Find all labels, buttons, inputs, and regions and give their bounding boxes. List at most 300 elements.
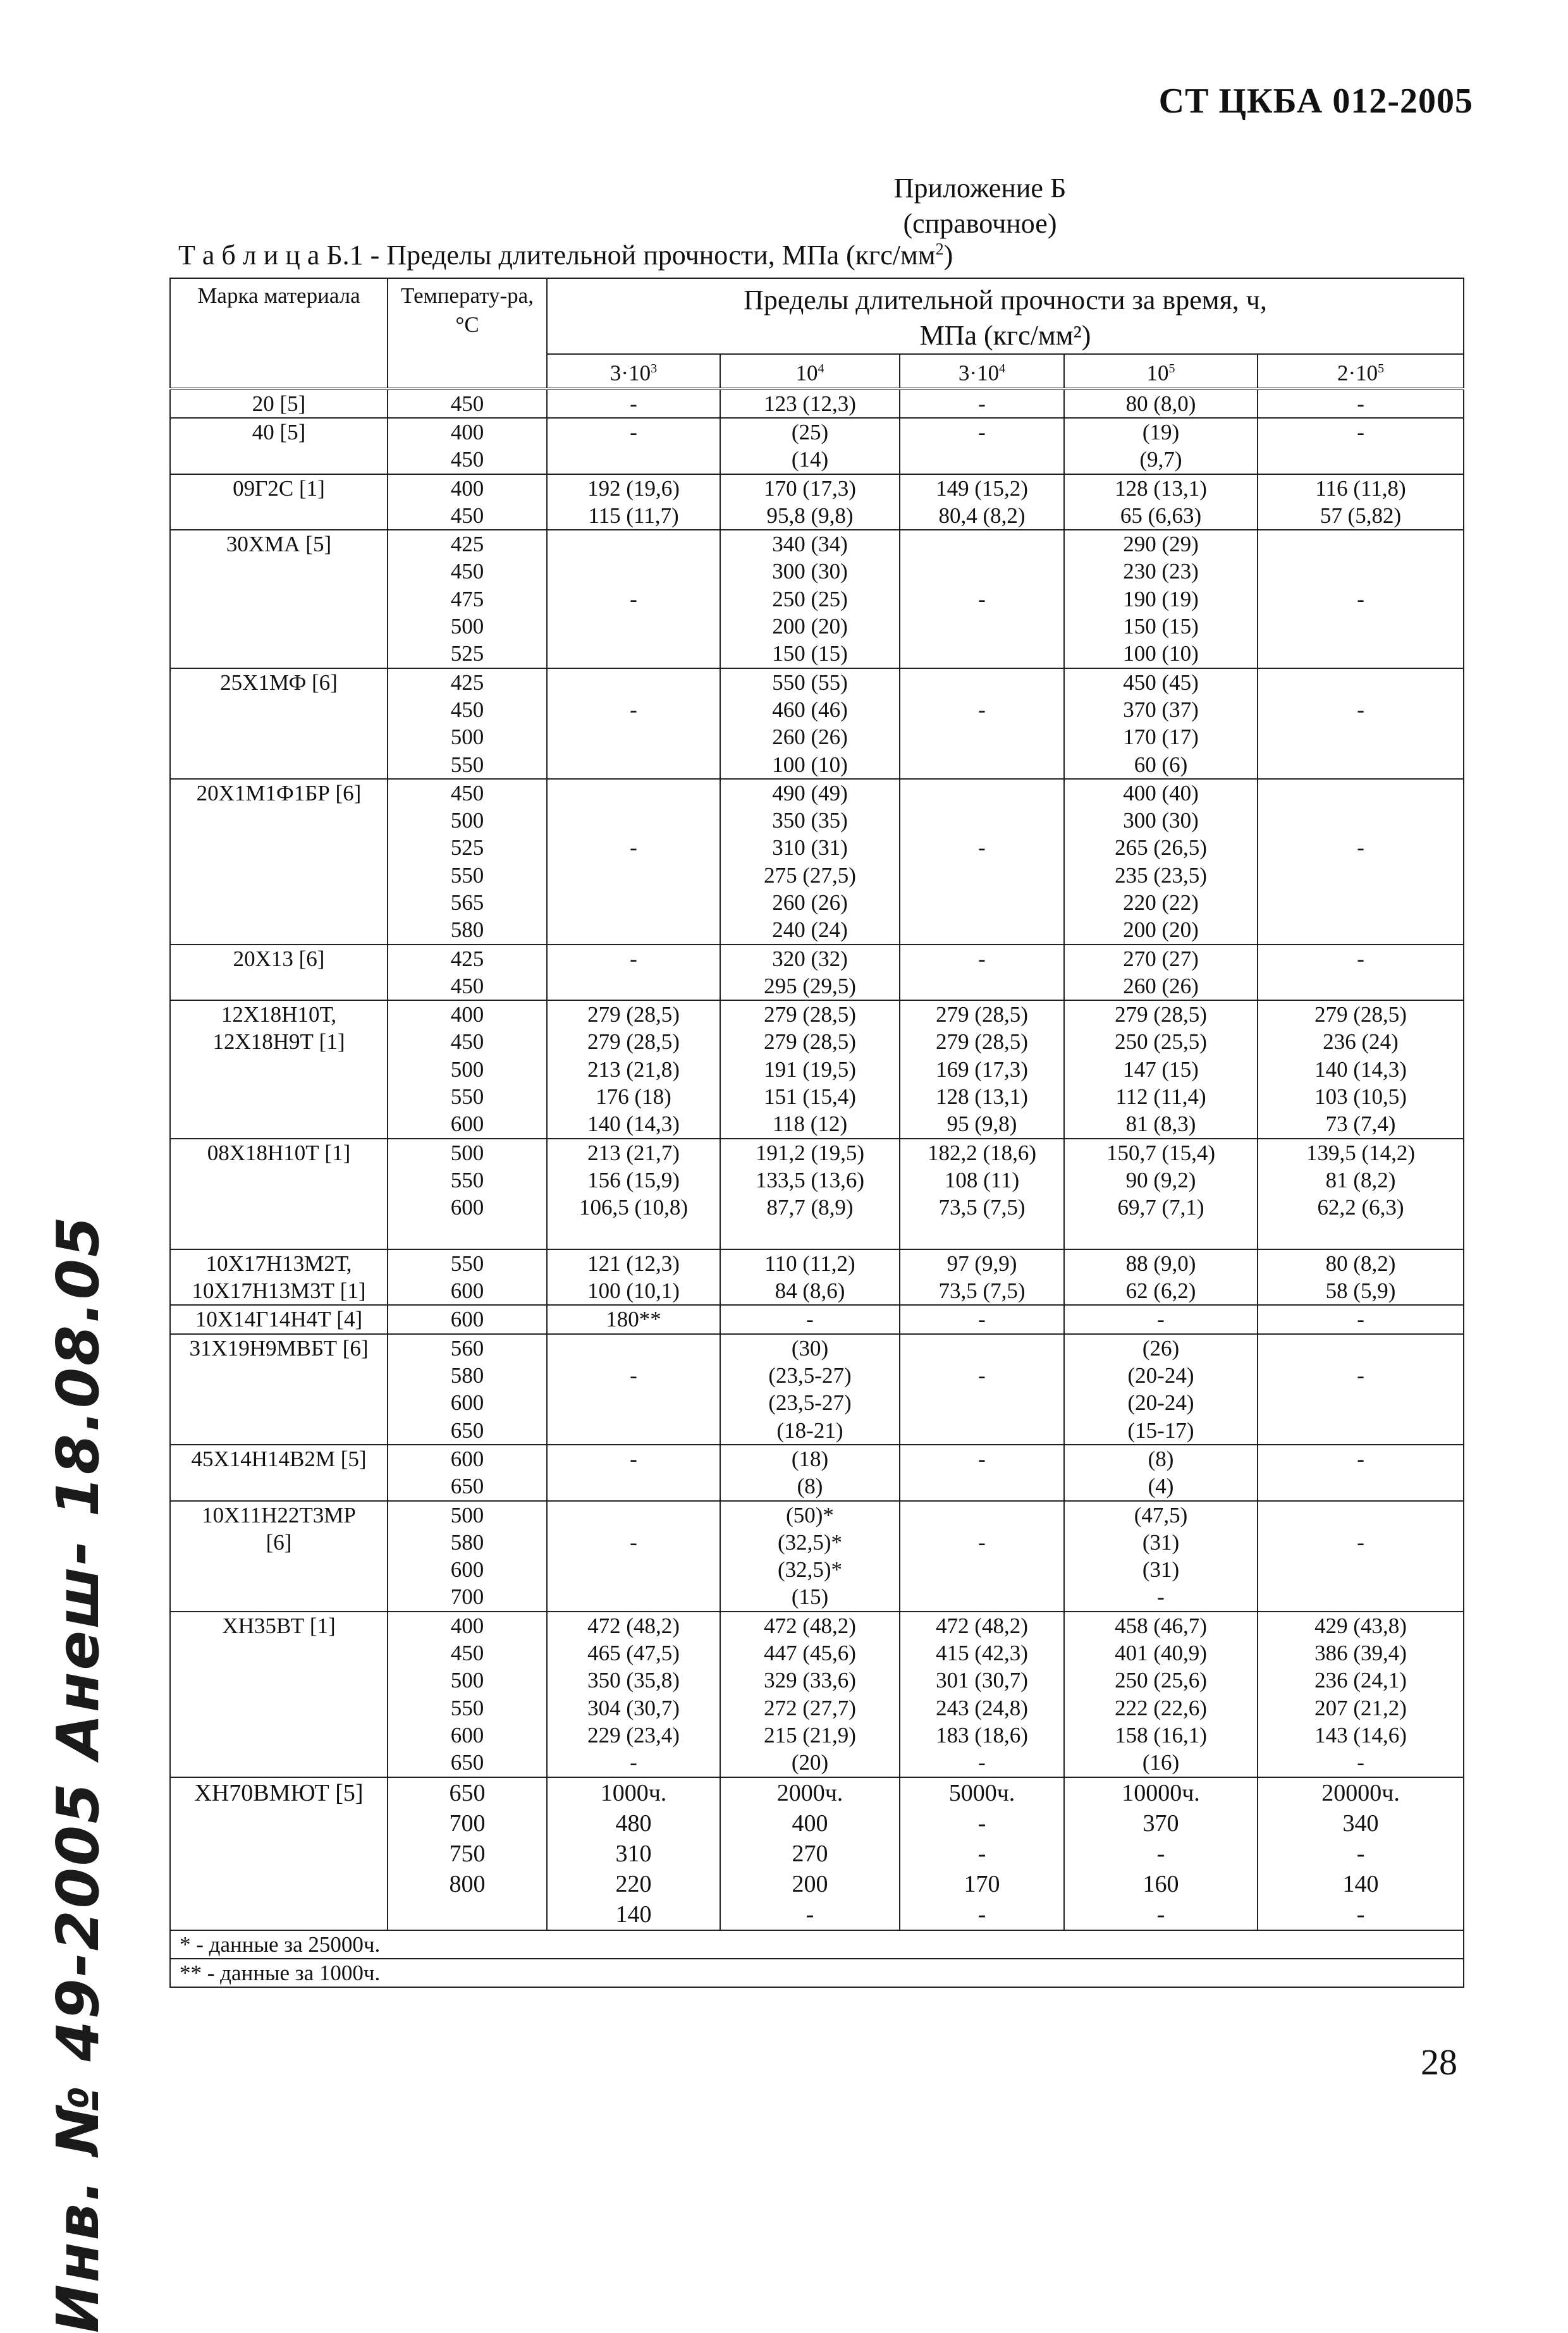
value-cell: (8) [1064, 1445, 1258, 1473]
value-cell [547, 1473, 720, 1500]
value-cell: 340 [1258, 1808, 1464, 1839]
value-cell: 170 (17) [1064, 723, 1258, 750]
value-cell: 151 (15,4) [720, 1083, 900, 1110]
value-cell: 279 (28,5) [1064, 1000, 1258, 1028]
value-cell: 260 (26) [720, 723, 900, 750]
value-cell [900, 751, 1064, 779]
value-cell [900, 1556, 1064, 1583]
temperature-cell: 500 [388, 807, 547, 834]
value-cell [900, 779, 1064, 807]
value-cell: - [1258, 1749, 1464, 1777]
material-name: 40 [5] [252, 419, 306, 444]
value-cell: 133,5 (13,6) [720, 1166, 900, 1194]
value-cell: 304 (30,7) [547, 1694, 720, 1722]
temperature-cell: 650 [388, 1777, 547, 1808]
temperature-cell: 550 [388, 1694, 547, 1722]
temperature-cell: 560 [388, 1334, 547, 1362]
material-name: ХН70ВМЮТ [5] [194, 1779, 364, 1806]
value-cell: - [900, 834, 1064, 861]
temperature-cell [388, 1899, 547, 1930]
table-row [170, 1334, 1464, 1362]
value-cell: 490 (49) [720, 779, 900, 807]
value-cell: 465 (47,5) [547, 1639, 720, 1667]
value-cell: 169 (17,3) [900, 1056, 1064, 1083]
value-cell: 87,7 (8,9) [720, 1194, 900, 1221]
column-header-material: Марка материала [170, 278, 388, 389]
value-cell [1258, 1473, 1464, 1500]
value-cell [900, 862, 1064, 889]
value-cell [900, 668, 1064, 696]
material-cell [170, 668, 388, 779]
value-cell: - [1258, 1445, 1464, 1473]
temperature-cell: 600 [388, 1277, 547, 1305]
value-cell [900, 1222, 1064, 1249]
inventory-stamp: Инв. № 49-2005 Анеш- 18.08.05 [44, 1215, 112, 2333]
value-cell: 116 (11,8) [1258, 474, 1464, 502]
value-cell: 230 (23) [1064, 558, 1258, 585]
material-cell [170, 1445, 388, 1501]
value-cell: 300 (30) [1064, 807, 1258, 834]
value-cell: - [900, 585, 1064, 613]
value-cell [1258, 1501, 1464, 1529]
value-cell [900, 723, 1064, 750]
material-name: 12Х18Н9Т [1] [212, 1029, 345, 1055]
temperature-cell [388, 1222, 547, 1249]
value-cell [1258, 640, 1464, 668]
value-cell: 112 (11,4) [1064, 1083, 1258, 1110]
value-cell: 100 (10,1) [547, 1277, 720, 1305]
table-row [170, 1445, 1464, 1473]
value-cell: 270 [720, 1839, 900, 1869]
value-cell: 236 (24,1) [1258, 1667, 1464, 1694]
value-cell [900, 558, 1064, 585]
value-cell: 350 (35) [720, 807, 900, 834]
value-cell: (31) [1064, 1529, 1258, 1556]
value-cell: 140 [547, 1899, 720, 1930]
table-row [170, 1612, 1464, 1639]
value-cell: 270 (27) [1064, 945, 1258, 972]
value-cell: 400 [720, 1808, 900, 1839]
value-cell: - [1258, 1899, 1464, 1930]
value-cell: 156 (15,9) [547, 1166, 720, 1194]
value-cell: (8) [720, 1473, 900, 1500]
value-cell [1064, 1222, 1258, 1249]
value-cell [547, 972, 720, 1000]
value-cell: 170 [900, 1869, 1064, 1899]
value-cell: 110 (11,2) [720, 1249, 900, 1277]
value-cell: - [1258, 1362, 1464, 1389]
value-cell [547, 668, 720, 696]
value-cell: 200 (20) [720, 613, 900, 640]
temperature-cell: 600 [388, 1556, 547, 1583]
value-cell: 140 [1258, 1869, 1464, 1899]
value-cell [547, 1334, 720, 1362]
temperature-cell: 500 [388, 723, 547, 750]
value-cell: 340 (34) [720, 530, 900, 558]
value-cell: 460 (46) [720, 696, 900, 723]
material-cell [170, 530, 388, 668]
value-cell: (16) [1064, 1749, 1258, 1777]
value-cell: 250 (25,5) [1064, 1028, 1258, 1055]
value-cell: 260 (26) [1064, 972, 1258, 1000]
value-cell: - [900, 1362, 1064, 1389]
value-cell [1258, 613, 1464, 640]
value-cell [900, 446, 1064, 474]
value-cell: 95,8 (9,8) [720, 502, 900, 530]
value-cell: 147 (15) [1064, 1056, 1258, 1083]
value-cell [1258, 1334, 1464, 1362]
value-cell: 80 (8,0) [1064, 389, 1258, 418]
value-cell: - [1258, 585, 1464, 613]
value-cell: - [900, 1899, 1064, 1930]
value-cell: (15-17) [1064, 1417, 1258, 1445]
table-row [170, 668, 1464, 696]
material-cell [170, 945, 388, 1001]
table-row [170, 474, 1464, 502]
value-cell: - [900, 1839, 1064, 1869]
value-cell: 97 (9,9) [900, 1249, 1064, 1277]
value-cell: (32,5)* [720, 1529, 900, 1556]
temperature-cell: 650 [388, 1473, 547, 1500]
duration-base: 10 [1146, 360, 1169, 386]
value-cell: 329 (33,6) [720, 1667, 900, 1694]
value-cell [547, 751, 720, 779]
duration-exp: 4 [818, 362, 824, 376]
value-cell [547, 1222, 720, 1249]
temperature-cell: 500 [388, 1056, 547, 1083]
temperature-cell: 600 [388, 1305, 547, 1333]
material-name: 20Х13 [6] [233, 946, 325, 971]
value-cell: 260 (26) [720, 889, 900, 916]
value-cell: (50)* [720, 1501, 900, 1529]
value-cell: - [900, 1529, 1064, 1556]
value-cell [1258, 1389, 1464, 1416]
value-cell: 220 (22) [1064, 889, 1258, 916]
value-cell: 213 (21,8) [547, 1056, 720, 1083]
temperature-cell: 550 [388, 1166, 547, 1194]
value-cell: 450 (45) [1064, 668, 1258, 696]
value-cell: 458 (46,7) [1064, 1612, 1258, 1639]
value-cell: - [547, 585, 720, 613]
value-cell: 472 (48,2) [900, 1612, 1064, 1639]
value-cell: 143 (14,6) [1258, 1722, 1464, 1749]
value-cell: 90 (9,2) [1064, 1166, 1258, 1194]
value-cell: 295 (29,5) [720, 972, 900, 1000]
value-cell: 73,5 (7,5) [900, 1277, 1064, 1305]
duration-header [547, 354, 720, 389]
value-cell: 149 (15,2) [900, 474, 1064, 502]
value-cell: 182,2 (18,6) [900, 1139, 1064, 1166]
material-name: 20 [5] [252, 391, 306, 416]
temperature-cell: 550 [388, 862, 547, 889]
table-row [170, 779, 1464, 807]
material-name: 31Х19Н9МВБТ [6] [189, 1335, 369, 1361]
value-cell: 140 (14,3) [1258, 1056, 1464, 1083]
value-cell: 222 (22,6) [1064, 1694, 1258, 1722]
value-cell: 57 (5,82) [1258, 502, 1464, 530]
value-cell: 106,5 (10,8) [547, 1194, 720, 1221]
value-cell: 279 (28,5) [1258, 1000, 1464, 1028]
value-cell: (20-24) [1064, 1389, 1258, 1416]
table-row [170, 1249, 1464, 1277]
value-cell [1258, 1222, 1464, 1249]
value-cell [547, 723, 720, 750]
value-cell: 5000ч. [900, 1777, 1064, 1808]
value-cell: (19) [1064, 418, 1258, 446]
value-cell: 279 (28,5) [720, 1000, 900, 1028]
value-cell: 279 (28,5) [900, 1028, 1064, 1055]
value-cell: 139,5 (14,2) [1258, 1139, 1464, 1166]
value-cell [900, 530, 1064, 558]
value-cell [1258, 779, 1464, 807]
duration-header [720, 354, 900, 389]
material-name: [6] [266, 1529, 292, 1555]
value-cell: - [1064, 1305, 1258, 1333]
value-cell: 279 (28,5) [900, 1000, 1064, 1028]
value-cell: 95 (9,8) [900, 1110, 1064, 1138]
temperature-cell: 550 [388, 751, 547, 779]
temperature-cell: 525 [388, 640, 547, 668]
temperature-cell: 450 [388, 696, 547, 723]
value-cell: (23,5-27) [720, 1362, 900, 1389]
value-cell: - [900, 696, 1064, 723]
temperature-cell: 400 [388, 474, 547, 502]
value-cell: - [1258, 389, 1464, 418]
appendix-subtitle: (справочное) [903, 208, 1057, 239]
material-cell [170, 779, 388, 945]
temperature-cell: 450 [388, 1028, 547, 1055]
duration-base: 10 [795, 360, 818, 386]
value-cell: 236 (24) [1258, 1028, 1464, 1055]
material-name: 10Х17Н13М3Т [1] [192, 1278, 366, 1304]
value-cell: 275 (27,5) [720, 862, 900, 889]
temperature-cell: 700 [388, 1808, 547, 1839]
value-cell: 62 (6,2) [1064, 1277, 1258, 1305]
value-cell: - [720, 1899, 900, 1930]
temperature-cell: 750 [388, 1839, 547, 1869]
value-cell: (18) [720, 1445, 900, 1473]
material-name: 45Х14Н14В2М [5] [191, 1446, 367, 1471]
value-cell: 400 (40) [1064, 779, 1258, 807]
value-cell: 272 (27,7) [720, 1694, 900, 1722]
value-cell: 58 (5,9) [1258, 1277, 1464, 1305]
table-row [170, 530, 1464, 558]
value-cell [900, 889, 1064, 916]
column-header-strength [547, 278, 1464, 354]
value-cell: (32,5)* [720, 1556, 900, 1583]
value-cell [1258, 972, 1464, 1000]
value-cell [547, 640, 720, 668]
value-cell: 183 (18,6) [900, 1722, 1064, 1749]
material-cell [170, 1777, 388, 1930]
value-cell [900, 1501, 1064, 1529]
value-cell: 310 [547, 1839, 720, 1869]
value-cell: 190 (19) [1064, 585, 1258, 613]
value-cell [1258, 1583, 1464, 1611]
value-cell [900, 1389, 1064, 1416]
value-cell: - [720, 1305, 900, 1333]
value-cell: 290 (29) [1064, 530, 1258, 558]
value-cell: 88 (9,0) [1064, 1249, 1258, 1277]
value-cell: (20) [720, 1749, 900, 1777]
duration-exp: 4 [999, 362, 1006, 376]
value-cell: - [1258, 834, 1464, 861]
table-row [170, 1139, 1464, 1166]
temperature-cell: 550 [388, 1249, 547, 1277]
value-cell: 123 (12,3) [720, 389, 900, 418]
value-cell: 200 [720, 1869, 900, 1899]
value-cell [900, 640, 1064, 668]
value-cell: 84 (8,6) [720, 1277, 900, 1305]
value-cell: 100 (10) [1064, 640, 1258, 668]
temperature-cell: 500 [388, 613, 547, 640]
value-cell: 108 (11) [900, 1166, 1064, 1194]
value-cell: 128 (13,1) [900, 1083, 1064, 1110]
footnote: ** - данные за 1000ч. [170, 1959, 1464, 1987]
value-cell: 300 (30) [720, 558, 900, 585]
value-cell: 240 (24) [720, 916, 900, 944]
page-number: 28 [1421, 2042, 1457, 2083]
value-cell: 160 [1064, 1869, 1258, 1899]
value-cell: - [1258, 696, 1464, 723]
temperature-cell: 600 [388, 1445, 547, 1473]
value-cell: 158 (16,1) [1064, 1722, 1258, 1749]
value-cell: 10000ч. [1064, 1777, 1258, 1808]
value-cell [1258, 668, 1464, 696]
value-cell [1258, 530, 1464, 558]
temperature-cell: 400 [388, 1000, 547, 1028]
value-cell [547, 1389, 720, 1416]
value-cell [1258, 862, 1464, 889]
value-cell: 229 (23,4) [547, 1722, 720, 1749]
value-cell: - [1258, 1529, 1464, 1556]
note-row [170, 1930, 1464, 1959]
temperature-cell: 450 [388, 446, 547, 474]
value-cell [1258, 1556, 1464, 1583]
document-code: СТ ЦКБА 012-2005 [1158, 82, 1473, 121]
value-cell: - [547, 834, 720, 861]
value-cell: - [1064, 1899, 1258, 1930]
value-cell: 191 (19,5) [720, 1056, 900, 1083]
value-cell: - [900, 389, 1064, 418]
value-cell: - [547, 1445, 720, 1473]
value-cell: 192 (19,6) [547, 474, 720, 502]
value-cell [1258, 807, 1464, 834]
value-cell [547, 1417, 720, 1445]
value-cell: 350 (35,8) [547, 1667, 720, 1694]
value-cell: 310 (31) [720, 834, 900, 861]
value-cell: 250 (25) [720, 585, 900, 613]
value-cell: 73,5 (7,5) [900, 1194, 1064, 1221]
value-cell: 550 (55) [720, 668, 900, 696]
value-cell [1258, 558, 1464, 585]
value-cell: (26) [1064, 1334, 1258, 1362]
temperature-cell: 500 [388, 1501, 547, 1529]
temperature-cell: 425 [388, 668, 547, 696]
value-cell [547, 613, 720, 640]
duration-base: 2·10 [1337, 360, 1378, 386]
value-cell: 150 (15) [1064, 613, 1258, 640]
value-cell [720, 1222, 900, 1249]
material-cell [170, 1139, 388, 1249]
temperature-cell: 475 [388, 585, 547, 613]
value-cell: 265 (26,5) [1064, 834, 1258, 861]
value-cell [900, 972, 1064, 1000]
value-cell: 401 (40,9) [1064, 1639, 1258, 1667]
value-cell: (9,7) [1064, 446, 1258, 474]
value-cell: (14) [720, 446, 900, 474]
value-cell [547, 889, 720, 916]
material-cell [170, 1305, 388, 1333]
duration-header [1258, 354, 1464, 389]
temperature-cell: 425 [388, 530, 547, 558]
value-cell [547, 558, 720, 585]
temperature-cell: 500 [388, 1139, 547, 1166]
value-cell: - [1258, 1839, 1464, 1869]
value-cell: 115 (11,7) [547, 502, 720, 530]
appendix-title: Приложение Б [893, 173, 1067, 204]
value-cell: 60 (6) [1064, 751, 1258, 779]
value-cell: 69,7 (7,1) [1064, 1194, 1258, 1221]
value-cell: 235 (23,5) [1064, 862, 1258, 889]
temperature-cell: 550 [388, 1083, 547, 1110]
value-cell [1258, 1417, 1464, 1445]
value-cell [900, 613, 1064, 640]
value-cell: 250 (25,6) [1064, 1667, 1258, 1694]
value-cell: (47,5) [1064, 1501, 1258, 1529]
value-cell [547, 807, 720, 834]
value-cell: 176 (18) [547, 1083, 720, 1110]
temperature-cell: 450 [388, 389, 547, 418]
temperature-cell: 800 [388, 1869, 547, 1899]
material-cell [170, 389, 388, 418]
value-cell: - [900, 1749, 1064, 1777]
temperature-cell: 400 [388, 418, 547, 446]
value-cell: 191,2 (19,5) [720, 1139, 900, 1166]
material-name: 10Х14Г14Н4Т [4] [195, 1307, 363, 1332]
value-cell: - [1258, 945, 1464, 972]
temperature-cell: 600 [388, 1194, 547, 1221]
duration-exp: 3 [651, 362, 658, 376]
value-cell [900, 916, 1064, 944]
value-cell: - [547, 945, 720, 972]
value-cell: 121 (12,3) [547, 1249, 720, 1277]
caption-sup: 2 [935, 240, 944, 259]
value-cell: - [547, 389, 720, 418]
material-cell [170, 1334, 388, 1445]
value-cell: 415 (42,3) [900, 1639, 1064, 1667]
value-cell: (4) [1064, 1473, 1258, 1500]
value-cell [547, 916, 720, 944]
temperature-cell: 500 [388, 1667, 547, 1694]
value-cell: (15) [720, 1583, 900, 1611]
duration-exp: 5 [1168, 362, 1175, 376]
temperature-cell: 450 [388, 502, 547, 530]
temperature-cell: 450 [388, 779, 547, 807]
value-cell: 73 (7,4) [1258, 1110, 1464, 1138]
value-cell: 118 (12) [720, 1110, 900, 1138]
material-cell [170, 474, 388, 530]
value-cell: 279 (28,5) [547, 1028, 720, 1055]
value-cell [900, 1583, 1064, 1611]
value-cell: - [547, 1749, 720, 1777]
strength-title: Пределы длительной прочности за время, ч, [744, 285, 1267, 315]
material-name: 10Х11Н22Т3МР [202, 1502, 356, 1528]
temperature-cell: 600 [388, 1722, 547, 1749]
temperature-cell: 580 [388, 1529, 547, 1556]
value-cell: 301 (30,7) [900, 1667, 1064, 1694]
value-cell: 370 [1064, 1808, 1258, 1839]
